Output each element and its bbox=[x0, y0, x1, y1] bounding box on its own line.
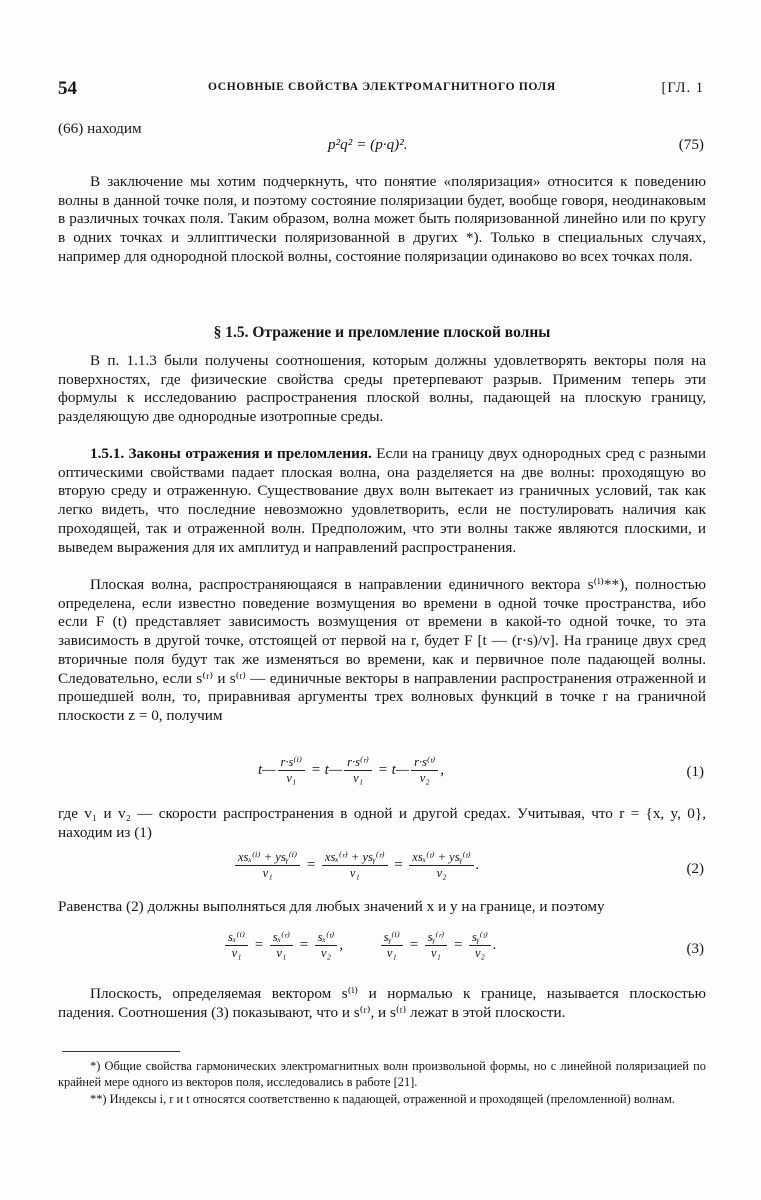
eq2-num-t: xsₓ⁽ᵗ⁾ + ysᵧ⁽ᵗ⁾ bbox=[409, 850, 473, 866]
eq3-den-sy-r: v₁ bbox=[431, 946, 441, 960]
eq1-den-i: v₁ bbox=[286, 771, 297, 785]
paragraph-plane-of-incidence: Плоскость, определяемая вектором s⁽ⁱ⁾ и нормалью к границе, называется плоскостью падения. Соотношения (3) показывают, что и s⁽ʳ⁾, и s⁽ᵗ⁾ лежат в этой плоскости. bbox=[58, 985, 706, 1021]
intro-lead: (66) находим bbox=[58, 120, 142, 137]
eq3-den-sy-i: v₁ bbox=[386, 946, 397, 960]
paragraph-plane-wave: Плоская волна, распространяющаяся в направлении единичного вектора s⁽ⁱ⁾**), полностью определена, если известно поведение возмущения во времени в одной точке пространства, ибо если F (t) представляет зависимость возмущения от времени в какой-то одной точке, то эта зависимость в другой точке, отстоящей от первой на r, будет F [t — (r·s)/v]. На границе двух сред вторичные поля будут так же изменяться во времени, как и первичное поле падающей волны. Следовательно, если s⁽ʳ⁾ и s⁽ᵗ⁾ — единичные векторы в направлении распространения отраженной и прошедшей волн, то, приравнивая аргументы трех волновых функций в точке r на граничной плоскости z = 0, получим bbox=[58, 576, 706, 724]
eq2-frac-i bbox=[235, 850, 300, 881]
eq1-num-i: r·s⁽ⁱ⁾ bbox=[278, 755, 306, 771]
eq1-t1: t bbox=[258, 761, 263, 778]
eq3-frac-sx-t bbox=[315, 930, 338, 961]
eq1-number: (1) bbox=[686, 764, 704, 780]
eq2-tail: . bbox=[475, 856, 480, 873]
subsection-title: 1.5.1. Законы отражения и преломления. bbox=[90, 445, 372, 462]
eq3-eq-c: = bbox=[408, 936, 419, 953]
eq3-tail: . bbox=[492, 936, 497, 953]
eq3-eq-a: = bbox=[253, 936, 264, 953]
eq2-den-r: v₁ bbox=[349, 866, 360, 880]
eq1-minus2: — bbox=[328, 761, 343, 778]
eq3-frac-sx-r bbox=[270, 930, 293, 961]
paragraph-laws bbox=[58, 445, 706, 557]
eq1-t2: t bbox=[324, 761, 329, 778]
eq3-frac-sy-i bbox=[381, 930, 403, 961]
footnote-1: *) Общие свойства гармонических электромагнитных волн произвольной формы, но с линейной поляризацией по крайней мере одного из векторов поля, исследовались в работе [21]. bbox=[58, 1059, 706, 1089]
paragraph-after-eq1: где v₁ и v₂ — скорости распространения в одной и другой средах. Учитывая, что r = {x, y, 0}, находим из (1) bbox=[58, 805, 706, 841]
eq1-num-t: r·s⁽ᵗ⁾ bbox=[411, 755, 438, 771]
eq2-eq1: = bbox=[306, 856, 317, 873]
eq3-sy-t: sᵧ⁽ᵗ⁾ bbox=[469, 930, 491, 946]
eq3-sx-t: sₓ⁽ᵗ⁾ bbox=[315, 930, 338, 946]
eq2-number: (2) bbox=[686, 861, 704, 877]
eq3-sx-r: sₓ⁽ʳ⁾ bbox=[270, 930, 293, 946]
eq3-frac-sx-i bbox=[225, 930, 248, 961]
chapter-label: [ГЛ. 1 bbox=[661, 80, 704, 96]
eq1-minus1: — bbox=[262, 761, 276, 778]
eq1-frac-r bbox=[344, 755, 372, 786]
eq3-den-sx-r: v₁ bbox=[276, 946, 287, 960]
equation-75: p²q² = (p·q)². bbox=[328, 136, 408, 153]
footnote-rule bbox=[62, 1051, 180, 1052]
page-number: 54 bbox=[58, 78, 77, 99]
eq3-sx-i: sₓ⁽ⁱ⁾ bbox=[225, 930, 248, 946]
eq2-frac-t bbox=[409, 850, 473, 881]
paragraph-laws-text: Если на границу двух однородных сред с разными оптическими свойствами падает плоская волна, она разделяется на две волны: проходящую во вторую среду и отраженную. Существование двух волн вытекает из граничных условий, так как легко видеть, что последние невозможно удовлетворить, если не постулировать наличия как проходящей, так и отраженной волн. Предположим, что эти волны также являются плоскими, и выведем выражения для их амплитуд и направлений распространения. bbox=[58, 445, 706, 556]
eq3-frac-sy-t bbox=[469, 930, 491, 961]
eq1-t3: t bbox=[391, 761, 396, 778]
equation-75-block bbox=[58, 120, 706, 160]
eq2-den-i: v₁ bbox=[262, 866, 273, 880]
footnote-2: **) Индексы i, r и t относятся соответственно к падающей, отраженной и проходящей (преломленной) волнам. bbox=[90, 1092, 675, 1106]
eq3-den-sy-t: v₂ bbox=[474, 946, 485, 960]
eq3-comma: , bbox=[339, 936, 344, 953]
eq1-den-t: v₂ bbox=[419, 771, 430, 785]
paragraph-polarization: В заключение мы хотим подчеркнуть, что понятие «поляризация» относится к поведению волны в данной точке поля, и поэтому состояние поляризации будет, вообще говоря, неодинаковым в различных точках поля. Таким образом, волна может быть поляризованной линейно или по кругу в одних точках и эллиптически поляризованной в других *). Только в специальных случаях, например для однородной плоской волны, состояние поляризации одинаково во всех точках поля. bbox=[58, 173, 706, 265]
eq3-frac-sy-r bbox=[425, 930, 448, 961]
section-heading: § 1.5. Отражение и преломление плоской волны bbox=[213, 324, 551, 341]
eq1-num-r: r·s⁽ʳ⁾ bbox=[344, 755, 372, 771]
eq1-minus3: — bbox=[395, 761, 410, 778]
eq3-den-sx-t: v₂ bbox=[321, 946, 331, 960]
eq3-eq-b: = bbox=[298, 936, 309, 953]
eq1-frac-i bbox=[278, 755, 306, 786]
eq3-sy-r: sᵧ⁽ʳ⁾ bbox=[425, 930, 448, 946]
eq2-den-t: v₂ bbox=[436, 866, 447, 880]
eq2-num-i: xsₓ⁽ⁱ⁾ + ysᵧ⁽ⁱ⁾ bbox=[235, 850, 300, 866]
running-title: ОСНОВНЫЕ СВОЙСТВА ЭЛЕКТРОМАГНИТНОГО ПОЛЯ bbox=[208, 81, 556, 93]
eq3-sy-i: sᵧ⁽ⁱ⁾ bbox=[381, 930, 403, 946]
eq1-den-r: v₁ bbox=[353, 771, 364, 785]
eq2-eq2: = bbox=[393, 856, 404, 873]
eq2-frac-r bbox=[322, 850, 388, 881]
eq1-frac-t bbox=[411, 755, 438, 786]
eq3-den-sx-i: v₁ bbox=[231, 946, 242, 960]
eq3-number: (3) bbox=[686, 941, 704, 957]
paragraph-after-eq2: Равенства (2) должны выполняться для любых значений x и y на границе, и поэтому bbox=[58, 898, 605, 915]
eq1-eq2: = bbox=[377, 761, 388, 778]
eq2-num-r: xsₓ⁽ʳ⁾ + ysᵧ⁽ʳ⁾ bbox=[322, 850, 388, 866]
eq1-eq1: = bbox=[310, 761, 321, 778]
eq1-tail: , bbox=[440, 761, 444, 778]
equation-2 bbox=[58, 850, 706, 892]
paragraph-intro: В п. 1.1.3 были получены соотношения, которым должны удовлетворять векторы поля на поверхностях, где физические свойства среды претерпевают разрыв. Применим теперь эти формулы к исследованию распространения плоской волны, падающей на плоскую границу, разделяющую две однородные изотропные среды. bbox=[58, 352, 706, 426]
equation-75-number: (75) bbox=[678, 136, 704, 153]
equation-3 bbox=[58, 930, 706, 972]
running-header bbox=[58, 78, 708, 100]
eq3-eq-d: = bbox=[453, 936, 464, 953]
equation-1 bbox=[58, 755, 706, 795]
